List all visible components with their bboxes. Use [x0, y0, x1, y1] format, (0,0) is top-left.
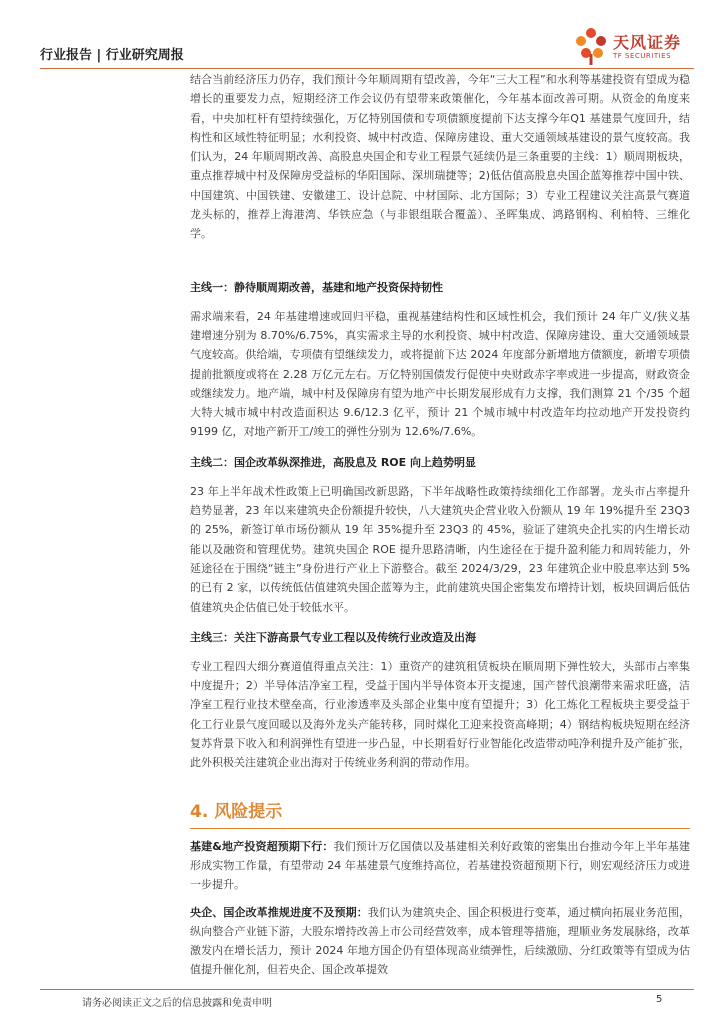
risk-item-soe-reform-text: 我们认为建筑央企、国企积极进行变革，通过横向拓展业务范围，纵向整合产业链下游，大股东增持改善上市公司经营效率，成本管理等措施，理顺业务发展脉络，改革激发内在增长活力，预计 2024 年地方国企仍有望体现高业绩弹性，后续激励、分红政策等有望成为估值提升催化剂，但若央企、国企改革提效 — [190, 905, 691, 977]
tf-securities-logo — [573, 24, 693, 68]
risk-section-title: 4. 风险提示 — [190, 801, 283, 822]
risk-item-infrastructure-text: 我们预计万亿国债以及基建相关利好政策的密集出台推动今年上半年基建形成实物工作量，有望带动 24 年基建景气度维持高位，若基建投资超预期下行，则宏观经济压力或进一步提升。 — [190, 839, 691, 892]
logo-flower-icon — [573, 24, 609, 66]
main-content — [190, 68, 690, 980]
intro-paragraph: 结合当前经济压力仍存，我们预计今年顺周期有望改善，今年“三大工程”和水利等基建投资有望成为稳增长的重要发力点，短期经济工作会议仍有望带来政策催化，今年基本面改善可期。从资金的角度来看，中央加杠杆有望持续强化，万亿特别国债和专项债额度提前下达支撑今年Q1 基建景气度回升，结构性和区域性特征明显；水利投资、城中村改造、保障房建设、重大交通领域基建设的景气度较高。我们认为，24 年顺周期改善、高股息央国企和专业工程景气延续仍是三条重要的主线：1）顺周期板块，重点推荐城中村及保障房受益标的华阳国际、深圳瑞捷等；2)低估值高股息央国企蓝筹推荐中国中铁、中国建筑、中国铁建、安徽建工、设计总院、中材国际、北方国际；3）专业工程建议关注高景气赛道龙头标的，推荐上海港湾、华铁应急（与非银组联合覆盖）、圣晖集成、鸿路钢构、利柏特、三维化学。 — [190, 73, 690, 241]
risk-item-soe-reform-label: 央企、国企改革推规进度不及预期： — [190, 905, 368, 919]
risk-item-infrastructure — [190, 837, 690, 895]
logo-text-cn: 天风证券 — [613, 33, 682, 52]
risk-section-divider — [190, 828, 690, 829]
footer-divider — [40, 989, 694, 990]
risk-item-infrastructure-label: 基建&地产投资超预期下行： — [190, 839, 334, 853]
logo-text-en: TF SECURITIES — [613, 52, 672, 60]
risk-section-header — [190, 797, 690, 829]
risk-item-soe-reform — [190, 903, 690, 980]
mainline-1-paragraph: 需求端来看，24 年基建增速或回归平稳，重视基建结构性和区域性机会，我们预计 24 年广义/狭义基建增速分别为 8.70%/6.75%，真实需求主导的水利投资、城中村改造、保障房建设、重大交通领域景气度较高。供给端，专项债有望继续发力，或将提前下达 2024 年度部分新增地方债额度，新增专项债提前批额度或将在 2.28 万亿元左右。万亿特别国债发行促使中央财政赤字率或进一步提高，财政资金或继续发力。地产端，城中村及保障房有望为地产中长期发展形成有力支撑，我们测算 21 个/35 个超大特大城市城中村改造面积达 9.6/12.3 亿平，预计 21 个城市城中村改造年均拉动地产开发投资约 9199 亿，对地产新开工/竣工的弹性分别为 12.6%/7.6%。 — [190, 309, 690, 439]
subheading-mainline-1: 主线一：静待顺周期改善，基建和地产投资保持韧性 — [190, 280, 443, 294]
footer-disclaimer: 请务必阅读正文之后的信息披露和免责申明 — [82, 998, 272, 1009]
report-header-title: 行业报告 | 行业研究周报 — [40, 48, 184, 63]
page-number: 5 — [656, 994, 663, 1005]
mainline-2-paragraph: 23 年上半年战术性政策上已明确国改新思路，下半年战略性政策持续细化工作部署。龙头市占率提升趋势显著，23 年以来建筑央企份额提升较快，八大建筑央企营业收入份额从 19 年 19%提升至 23Q3 的 25%，新签订单市场份额从 19 年 35%提升至 23Q3 的 45%，验证了建筑央企扎实的内生增长动能以及融资和管理优势。建筑央国企 ROE 提升思路清晰，内生途径在于提升盈利能力和周转能力，外延途径在于围绕“链主”身份进行产业上下游整合。截至 2024/3/29，23 年建筑企业中股息率达到 5%的已有 2 家，以传统低估值建筑央国企蓝筹为主，此前建筑央国企密集发布增持计划，板块回调后低估值建筑央企估值已处于较低水平。 — [190, 484, 690, 614]
subheading-mainline-2: 主线二：国企改革纵深推进，高股息及 ROE 向上趋势明显 — [190, 455, 476, 469]
subheading-mainline-3: 主线三：关注下游高景气专业工程以及传统行业改造及出海 — [190, 630, 476, 644]
mainline-3-paragraph: 专业工程四大细分赛道值得重点关注：1）重资产的建筑租赁板块在顺周期下弹性较大，头部市占率集中度提升；2）半导体洁净室工程，受益于国内半导体资本开支提速，国产替代浪潮带来需求旺盛，洁净室工程行业技术壁垒高，行业渗透率及头部企业集中度有望提升；3）化工炼化工程板块主要受益于化工行业景气度回暖以及海外龙头产能转移，同时煤化工迎来投资高峰期；4）钢结构板块短期在经济复苏背景下收入和利润弹性有望进一步凸显，中长期看好行业智能化改造带动吨净利提升及产能扩张，此外积极关注建筑企业出海对于传统业务利润的带动作用。 — [190, 659, 690, 770]
